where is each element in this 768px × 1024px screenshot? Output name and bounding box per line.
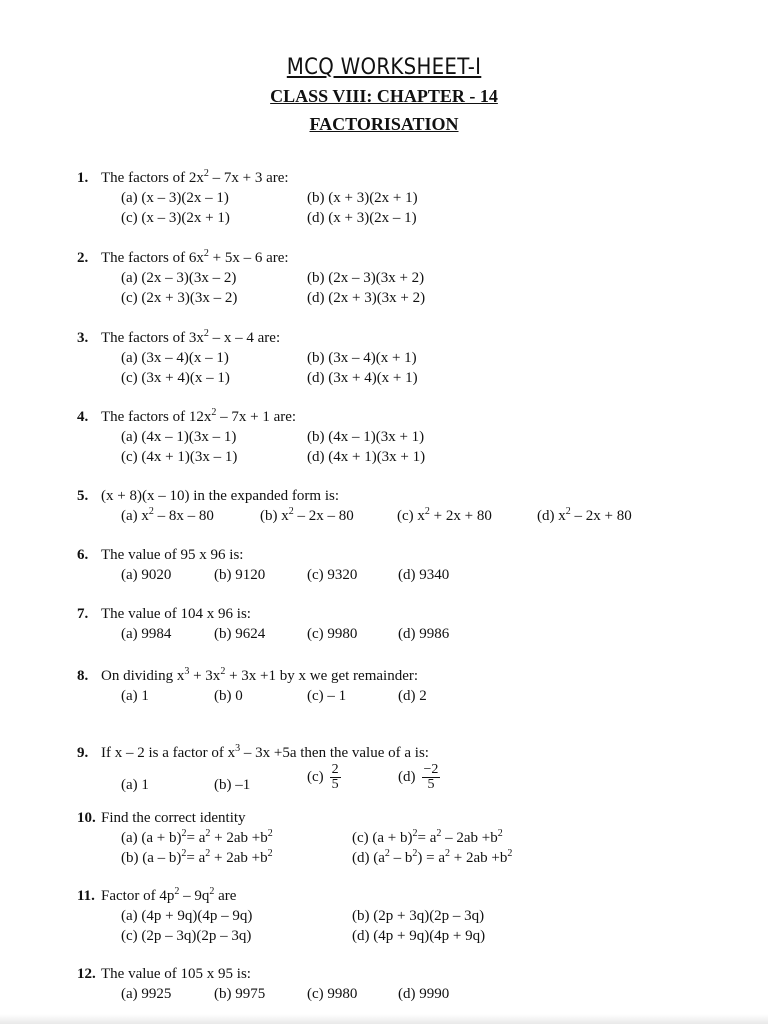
option-d: (d) (4x + 1)(3x + 1) (307, 449, 426, 465)
question-text: Find the correct identity (101, 810, 246, 826)
question-number: 10. (77, 810, 96, 826)
class-chapter-heading: CLASS VIII: CHAPTER - 14 (270, 86, 498, 106)
question-5 (77, 486, 737, 528)
option-c: (c) 9980 (307, 986, 358, 1002)
option-b: (b) 9624 (214, 626, 266, 642)
option-b: (b) 0 (214, 688, 243, 704)
option-b: (b) (2x – 3)(3x + 2) (307, 270, 425, 286)
option-c: (c) 9320 (307, 567, 358, 583)
option-c: (c) $\frac{2}{5}$ (307, 762, 339, 792)
option-a: (a) (x – 3)(2x – 1) (121, 190, 229, 206)
option-a: (a) 1 (121, 688, 149, 704)
option-c: (c) (2p – 3q)(2p – 3q) (121, 928, 252, 944)
question-text: On dividing $x^3 + 3x^2 + 3x +1$ by x we get remainder: (101, 666, 419, 684)
question-text: The factors of $6x^2 + 5x - 6$ are: (101, 248, 289, 266)
question-text: Factor of $4p^2 - 9q^2$ are (101, 886, 237, 904)
option-a: (a) $(a + b)^2= a^2 + 2ab +b^2$ (121, 828, 273, 846)
option-a: (a) (4p + 9q)(4p – 9q) (121, 908, 253, 924)
option-a: (a) 1 (121, 777, 149, 793)
option-d: (d) 9990 (398, 986, 450, 1002)
question-text: If x – 2 is a factor of $x^3 - 3x +5a$ then the value of a is: (101, 743, 429, 761)
option-b: (b) (x + 3)(2x + 1) (307, 190, 418, 206)
fraction: $\frac{2}{5}$ (331, 762, 339, 792)
question-6 (77, 545, 717, 587)
question-7 (77, 604, 717, 646)
topic-heading: FACTORISATION (309, 114, 459, 134)
option-a: (a) 9925 (121, 986, 172, 1002)
option-a: (a) 9984 (121, 626, 172, 642)
question-11 (77, 886, 737, 948)
question-text: The value of 105 x 95 is: (101, 966, 251, 982)
question-4 (77, 407, 717, 469)
option-b: (b) (4x – 1)(3x + 1) (307, 429, 425, 445)
option-a: (a) (2x – 3)(3x – 2) (121, 270, 237, 286)
question-number: 4. (77, 409, 89, 425)
option-c: (c) $(a + b)^2= a^2 - 2ab +b^2$ (352, 828, 503, 846)
option-c: (c) $x^2 + 2x + 80$ (397, 506, 492, 524)
option-c: (c) (3x + 4)(x – 1) (121, 370, 230, 386)
question-text: The value of 104 x 96 is: (101, 606, 251, 622)
option-d: (d) $(a^2 - b^2) = a^2 + 2ab +b^2$ (352, 848, 513, 866)
option-d: (d) $x^2 - 2x + 80$ (537, 506, 632, 524)
option-c: (c) (4x + 1)(3x – 1) (121, 449, 238, 465)
option-b: (b) –1 (214, 777, 251, 793)
question-number: 11. (77, 888, 95, 904)
worksheet-header (0, 54, 768, 139)
question-12 (77, 964, 717, 1006)
option-b: (b) 9120 (214, 567, 266, 583)
question-text: The value of 95 x 96 is: (101, 547, 244, 563)
question-text: The factors of $2x^2 - 7x + 3$ are: (101, 168, 289, 186)
option-b: (b) $x^2 - 2x - 80$ (260, 506, 354, 524)
question-10 (77, 808, 737, 870)
question-number: 2. (77, 250, 89, 266)
option-a: (a) 9020 (121, 567, 172, 583)
option-c: (c) (x – 3)(2x + 1) (121, 210, 230, 226)
option-d: (d) 9340 (398, 567, 450, 583)
option-d: (d) 2 (398, 688, 427, 704)
option-d: (d) 9986 (398, 626, 450, 642)
option-b: (b) (2p + 3q)(2p – 3q) (352, 908, 485, 924)
fraction: $\frac{-2}{5}$ (423, 762, 439, 792)
option-b: (b) $(a - b)^2= a^2 + 2ab +b^2$ (121, 848, 273, 866)
option-c: (c) – 1 (307, 688, 347, 704)
option-d: (d) (4p + 9q)(4p + 9q) (352, 928, 486, 944)
page-bottom-edge (0, 1014, 768, 1024)
option-a: (a) (3x – 4)(x – 1) (121, 350, 229, 366)
option-d: (d) (x + 3)(2x – 1) (307, 210, 417, 226)
option-a: (a) $x^2 - 8x - 80$ (121, 506, 214, 524)
option-b: (b) (3x – 4)(x + 1) (307, 350, 417, 366)
question-number: 12. (77, 966, 96, 982)
question-number: 5. (77, 488, 89, 504)
option-d: (d) (3x + 4)(x + 1) (307, 370, 418, 386)
question-number: 8. (77, 668, 89, 684)
question-number: 9. (77, 745, 89, 761)
question-number: 1. (77, 170, 89, 186)
question-number: 3. (77, 330, 89, 346)
question-text: The factors of $12x^2 - 7x + 1$ are: (101, 407, 297, 425)
question-9 (77, 743, 717, 803)
question-number: 7. (77, 606, 89, 622)
question-text: (x + 8)(x – 10) in the expanded form is: (101, 488, 339, 504)
question-number: 6. (77, 547, 89, 563)
option-b: (b) 9975 (214, 986, 266, 1002)
option-a: (a) (4x – 1)(3x – 1) (121, 429, 237, 445)
option-c: (c) (2x + 3)(3x – 2) (121, 290, 238, 306)
option-c: (c) 9980 (307, 626, 358, 642)
option-d: (d) (2x + 3)(3x + 2) (307, 290, 426, 306)
question-3 (77, 328, 717, 390)
question-8 (77, 666, 717, 708)
question-2 (77, 248, 717, 310)
option-d: (d) $\frac{-2}{5}$ (398, 762, 439, 792)
worksheet-title: MCQ WORKSHEET-I (286, 55, 482, 80)
question-1 (77, 168, 717, 230)
question-text: The factors of $3x^2$ – x – 4 are: (101, 328, 281, 346)
